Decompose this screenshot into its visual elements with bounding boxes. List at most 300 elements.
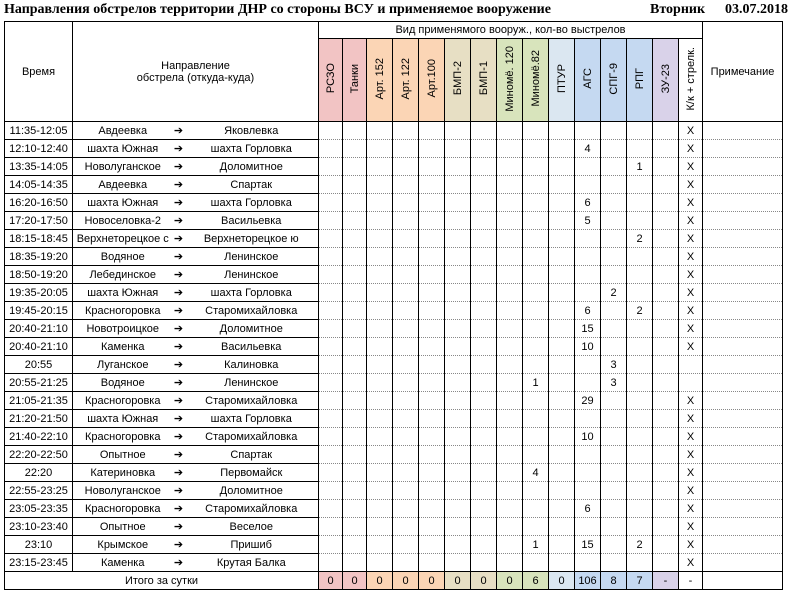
weapon-count-cell [627, 284, 653, 302]
weapon-count-cell [601, 518, 627, 536]
weapon-count-cell [627, 176, 653, 194]
table-row [5, 194, 783, 212]
weapon-count-cell [419, 428, 445, 446]
weapon-count-cell [549, 212, 575, 230]
to-cell: Старомихайловка [185, 500, 319, 518]
weapon-count-cell: X [679, 266, 703, 284]
weapon-count-cell [523, 230, 549, 248]
weapon-count-cell [445, 518, 471, 536]
header-direction-line1: Направление [161, 59, 230, 72]
weapon-count-cell [497, 248, 523, 266]
weapon-count-cell [319, 230, 343, 248]
weapon-count-cell [549, 338, 575, 356]
weapon-count-cell [343, 212, 367, 230]
weapon-count-cell [523, 176, 549, 194]
weapon-count-cell [627, 554, 653, 572]
note-cell [703, 464, 783, 482]
weapon-count-cell [445, 554, 471, 572]
weapon-count-cell [419, 500, 445, 518]
weapon-count-cell [679, 356, 703, 374]
weapon-count-cell: 15 [575, 536, 601, 554]
weapon-count-cell: X [679, 554, 703, 572]
weapon-count-cell [653, 338, 679, 356]
weapon-count-cell [653, 194, 679, 212]
to-cell: Доломитное [185, 320, 319, 338]
weapon-count-cell [393, 536, 419, 554]
weapon-count-cell [549, 482, 575, 500]
arrow-icon: ➔ [173, 554, 185, 572]
weapon-count-cell [445, 176, 471, 194]
weapon-header-label: РПГ [633, 67, 646, 90]
weapon-count-cell [343, 266, 367, 284]
table-row [5, 356, 783, 374]
time-cell: 12:10-12:40 [5, 140, 73, 158]
note-cell [703, 392, 783, 410]
weapon-count-cell: 4 [575, 140, 601, 158]
weapon-header-14 [679, 39, 703, 122]
to-cell: Яковлевка [185, 122, 319, 140]
weapon-count-cell [523, 446, 549, 464]
to-cell: Калиновка [185, 356, 319, 374]
weapon-count-cell [393, 428, 419, 446]
weapon-count-cell [575, 158, 601, 176]
weapon-count-cell [319, 500, 343, 518]
from-cell: Опытное [73, 446, 173, 464]
weapon-header-label: Миномё. 120 [503, 45, 516, 112]
weapon-count-cell [471, 410, 497, 428]
weapon-count-cell [419, 374, 445, 392]
weapon-count-cell [679, 374, 703, 392]
weapon-count-cell [601, 428, 627, 446]
note-cell [703, 122, 783, 140]
to-cell: шахта Горловка [185, 140, 319, 158]
weapon-count-cell [393, 266, 419, 284]
weapon-count-cell [497, 554, 523, 572]
weapon-count-cell [343, 302, 367, 320]
weapon-count-cell [601, 338, 627, 356]
weapon-count-cell [627, 482, 653, 500]
totals-note-cell [703, 572, 783, 590]
weapon-count-cell [575, 284, 601, 302]
from-cell: Авдеевка [73, 176, 173, 194]
weapon-count-cell [367, 320, 393, 338]
weapon-count-cell [497, 140, 523, 158]
from-cell: Опытное [73, 518, 173, 536]
table-row [5, 176, 783, 194]
weapon-count-cell [343, 338, 367, 356]
weapon-count-cell [319, 446, 343, 464]
total-value-cell: 0 [419, 572, 445, 590]
weapon-header-label: БМП-2 [451, 61, 464, 96]
weapon-count-cell [549, 554, 575, 572]
weapon-count-cell [549, 320, 575, 338]
total-value-cell: 0 [471, 572, 497, 590]
weapon-count-cell [471, 320, 497, 338]
weapon-header-label: Арт.100 [425, 59, 438, 98]
arrow-icon: ➔ [173, 410, 185, 428]
weapon-count-cell: X [679, 320, 703, 338]
weapon-count-cell [393, 356, 419, 374]
weapon-count-cell [653, 212, 679, 230]
weapon-count-cell [343, 392, 367, 410]
weapon-count-cell [497, 482, 523, 500]
arrow-icon: ➔ [173, 518, 185, 536]
weapon-header-13 [653, 39, 679, 122]
weapon-count-cell [497, 464, 523, 482]
time-cell: 16:20-16:50 [5, 194, 73, 212]
header-note: Примечание [703, 22, 783, 122]
weapon-count-cell [319, 482, 343, 500]
weapon-count-cell [419, 230, 445, 248]
weapon-count-cell [445, 230, 471, 248]
weapon-count-cell: 3 [601, 374, 627, 392]
weapon-count-cell [627, 374, 653, 392]
weapon-count-cell [653, 266, 679, 284]
note-cell [703, 446, 783, 464]
note-cell [703, 518, 783, 536]
from-cell: Луганское [73, 356, 173, 374]
weapon-count-cell [549, 356, 575, 374]
weapon-count-cell [319, 140, 343, 158]
to-cell: Ленинское [185, 374, 319, 392]
weapon-count-cell [319, 158, 343, 176]
weapon-count-cell [319, 338, 343, 356]
weapon-count-cell [575, 122, 601, 140]
weapon-count-cell [367, 266, 393, 284]
weapon-count-cell: 10 [575, 428, 601, 446]
from-cell: Новотроицкое [73, 320, 173, 338]
weapon-count-cell [549, 500, 575, 518]
totals-row [5, 572, 783, 590]
from-cell: Водяное [73, 374, 173, 392]
weapon-count-cell [575, 464, 601, 482]
weapon-count-cell [393, 446, 419, 464]
weapon-count-cell: 2 [601, 284, 627, 302]
note-cell [703, 248, 783, 266]
weapon-count-cell [601, 158, 627, 176]
weapon-count-cell [549, 374, 575, 392]
arrow-icon: ➔ [173, 428, 185, 446]
weapon-count-cell [445, 428, 471, 446]
total-value-cell: - [653, 572, 679, 590]
weapon-count-cell [343, 518, 367, 536]
weapon-count-cell [319, 356, 343, 374]
weapon-header-10 [575, 39, 601, 122]
time-cell: 19:35-20:05 [5, 284, 73, 302]
time-cell: 17:20-17:50 [5, 212, 73, 230]
weapon-header-4 [419, 39, 445, 122]
weapon-count-cell [601, 248, 627, 266]
table-row [5, 248, 783, 266]
weapon-count-cell [601, 194, 627, 212]
arrow-icon: ➔ [173, 266, 185, 284]
weapon-count-cell [471, 536, 497, 554]
weapon-count-cell [653, 230, 679, 248]
weapon-header-label: Танки [348, 63, 361, 94]
to-cell: Васильевка [185, 212, 319, 230]
weapon-count-cell [523, 428, 549, 446]
weapon-count-cell [497, 410, 523, 428]
weapon-count-cell [601, 230, 627, 248]
to-cell: Пришиб [185, 536, 319, 554]
weapon-count-cell [627, 464, 653, 482]
time-cell: 19:45-20:15 [5, 302, 73, 320]
weapon-header-label: СПГ-9 [607, 62, 620, 95]
weapon-count-cell: X [679, 338, 703, 356]
table-row [5, 500, 783, 518]
to-cell: шахта Горловка [185, 194, 319, 212]
weapon-count-cell: 4 [523, 464, 549, 482]
weapon-count-cell [653, 284, 679, 302]
weapon-count-cell [471, 500, 497, 518]
weapon-count-cell [367, 230, 393, 248]
weapon-count-cell: X [679, 302, 703, 320]
weapon-count-cell [445, 464, 471, 482]
weapon-count-cell [653, 248, 679, 266]
weapon-count-cell [601, 320, 627, 338]
table-row [5, 266, 783, 284]
weapon-count-cell [343, 176, 367, 194]
weapon-count-cell [627, 356, 653, 374]
weapon-count-cell [497, 176, 523, 194]
weapon-count-cell [497, 230, 523, 248]
weapon-count-cell [497, 428, 523, 446]
weapon-count-cell [523, 410, 549, 428]
table-row [5, 446, 783, 464]
note-cell [703, 428, 783, 446]
weapon-count-cell [653, 302, 679, 320]
to-cell: Доломитное [185, 158, 319, 176]
weapon-count-cell [653, 320, 679, 338]
arrow-icon: ➔ [173, 338, 185, 356]
from-cell: Лебединское [73, 266, 173, 284]
weapon-count-cell [343, 482, 367, 500]
weapon-count-cell: X [679, 482, 703, 500]
weapon-count-cell [343, 284, 367, 302]
arrow-icon: ➔ [173, 176, 185, 194]
weapon-count-cell [497, 158, 523, 176]
weapon-count-cell [319, 518, 343, 536]
to-cell: Верхнеторецкое ю [185, 230, 319, 248]
weapon-count-cell [367, 446, 393, 464]
weapon-count-cell [471, 338, 497, 356]
note-cell [703, 320, 783, 338]
arrow-icon: ➔ [173, 392, 185, 410]
day-of-week: Вторник [650, 2, 706, 17]
weapon-count-cell [319, 320, 343, 338]
weapon-count-cell [393, 338, 419, 356]
weapon-count-cell: 1 [523, 374, 549, 392]
table-row [5, 230, 783, 248]
weapon-count-cell [523, 158, 549, 176]
table-row [5, 554, 783, 572]
weapon-count-cell [419, 554, 445, 572]
weapon-count-cell [445, 248, 471, 266]
page-title: Направления обстрелов территории ДНР со стороны ВСУ и применяемое вооружение [4, 2, 551, 17]
weapon-count-cell [419, 356, 445, 374]
weapon-count-cell: 6 [575, 194, 601, 212]
weapon-count-cell [549, 158, 575, 176]
weapon-count-cell [343, 536, 367, 554]
weapon-count-cell [471, 302, 497, 320]
weapon-count-cell [497, 194, 523, 212]
weapon-count-cell [319, 554, 343, 572]
weapon-count-cell [343, 230, 367, 248]
report-date: 03.07.2018 [725, 2, 788, 17]
weapon-count-cell [601, 446, 627, 464]
weapon-count-cell [393, 140, 419, 158]
to-cell: Спартак [185, 176, 319, 194]
from-cell: шахта Южная [73, 140, 173, 158]
weapon-count-cell [523, 518, 549, 536]
weapon-count-cell [601, 554, 627, 572]
to-cell: Спартак [185, 446, 319, 464]
weapon-count-cell [471, 428, 497, 446]
to-cell: Доломитное [185, 482, 319, 500]
total-value-cell: 0 [549, 572, 575, 590]
weapon-count-cell [419, 338, 445, 356]
weapon-count-cell [601, 500, 627, 518]
weapon-count-cell: 2 [627, 230, 653, 248]
to-cell: Старомихайловка [185, 302, 319, 320]
to-cell: Старомихайловка [185, 428, 319, 446]
weapon-count-cell [549, 410, 575, 428]
to-cell: Ленинское [185, 266, 319, 284]
weapon-count-cell: X [679, 500, 703, 518]
weapon-count-cell [343, 140, 367, 158]
weapon-count-cell [319, 536, 343, 554]
weapon-count-cell [471, 158, 497, 176]
time-cell: 20:55-21:25 [5, 374, 73, 392]
arrow-icon: ➔ [173, 140, 185, 158]
weapon-count-cell [471, 464, 497, 482]
from-cell: Красногоровка [73, 302, 173, 320]
weapon-count-cell: X [679, 446, 703, 464]
weapon-count-cell [319, 374, 343, 392]
weapon-count-cell: 3 [601, 356, 627, 374]
to-cell: Старомихайловка [185, 392, 319, 410]
weapon-count-cell [319, 212, 343, 230]
weapon-count-cell: 6 [575, 302, 601, 320]
weapon-count-cell [653, 374, 679, 392]
weapon-count-cell [393, 230, 419, 248]
from-cell: Крымское [73, 536, 173, 554]
table-row [5, 464, 783, 482]
weapon-count-cell [419, 140, 445, 158]
weapon-count-cell [497, 356, 523, 374]
weapon-count-cell [445, 536, 471, 554]
weapon-count-cell [419, 212, 445, 230]
weapon-count-cell [343, 446, 367, 464]
weapon-count-cell [343, 428, 367, 446]
time-cell: 20:40-21:10 [5, 320, 73, 338]
weapon-count-cell [497, 320, 523, 338]
weapon-count-cell: X [679, 410, 703, 428]
weapon-count-cell [343, 464, 367, 482]
weapon-header-6 [471, 39, 497, 122]
weapon-count-cell [653, 392, 679, 410]
weapon-count-cell: 5 [575, 212, 601, 230]
weapon-count-cell [319, 194, 343, 212]
header-direction-line2: обстрела (откуда-куда) [136, 71, 255, 84]
time-cell: 21:05-21:35 [5, 392, 73, 410]
weapon-count-cell [319, 464, 343, 482]
table-row [5, 302, 783, 320]
weapon-count-cell [627, 266, 653, 284]
weapon-count-cell [445, 158, 471, 176]
weapon-count-cell [419, 176, 445, 194]
from-cell: Каменка [73, 338, 173, 356]
weapon-count-cell [523, 194, 549, 212]
weapon-count-cell [549, 248, 575, 266]
note-cell [703, 176, 783, 194]
weapon-count-cell [445, 392, 471, 410]
weapon-count-cell: 15 [575, 320, 601, 338]
weapon-count-cell [523, 122, 549, 140]
weapon-count-cell [627, 446, 653, 464]
weapon-count-cell [367, 482, 393, 500]
from-cell: Новолуганское [73, 158, 173, 176]
weapon-count-cell [627, 392, 653, 410]
weapon-count-cell [367, 428, 393, 446]
total-value-cell: 7 [627, 572, 653, 590]
weapon-header-9 [549, 39, 575, 122]
weapon-count-cell [601, 122, 627, 140]
weapon-count-cell [445, 356, 471, 374]
weapon-count-cell [653, 428, 679, 446]
weapon-header-label: БМП-1 [477, 61, 490, 96]
weapon-count-cell [653, 554, 679, 572]
weapon-count-cell [653, 140, 679, 158]
weapon-count-cell [653, 410, 679, 428]
from-cell: Авдеевка [73, 122, 173, 140]
weapon-count-cell [367, 410, 393, 428]
weapon-count-cell [653, 446, 679, 464]
weapon-count-cell [549, 266, 575, 284]
weapon-count-cell: X [679, 194, 703, 212]
weapon-count-cell [549, 428, 575, 446]
weapon-count-cell [419, 536, 445, 554]
weapon-count-cell [497, 284, 523, 302]
arrow-icon: ➔ [173, 464, 185, 482]
weapon-count-cell [393, 482, 419, 500]
weapon-count-cell [497, 392, 523, 410]
weapon-count-cell [575, 518, 601, 536]
total-value-cell: 0 [367, 572, 393, 590]
arrow-icon: ➔ [173, 194, 185, 212]
weapon-count-cell [419, 158, 445, 176]
weapon-count-cell [367, 374, 393, 392]
weapon-count-cell: X [679, 140, 703, 158]
weapon-count-cell [367, 500, 393, 518]
from-cell: Катериновка [73, 464, 173, 482]
weapon-count-cell [497, 446, 523, 464]
weapon-count-cell [445, 212, 471, 230]
weapon-count-cell [343, 122, 367, 140]
weapon-count-cell [549, 140, 575, 158]
time-cell: 21:40-22:10 [5, 428, 73, 446]
title-bar [0, 0, 800, 20]
time-cell: 18:50-19:20 [5, 266, 73, 284]
weapon-count-cell [601, 266, 627, 284]
weapon-count-cell [419, 392, 445, 410]
weapon-count-cell [367, 464, 393, 482]
total-value-cell: 6 [523, 572, 549, 590]
weapon-header-label: АГС [581, 68, 594, 89]
shelling-table [4, 21, 783, 590]
weapon-count-cell [367, 248, 393, 266]
weapon-count-cell [471, 518, 497, 536]
